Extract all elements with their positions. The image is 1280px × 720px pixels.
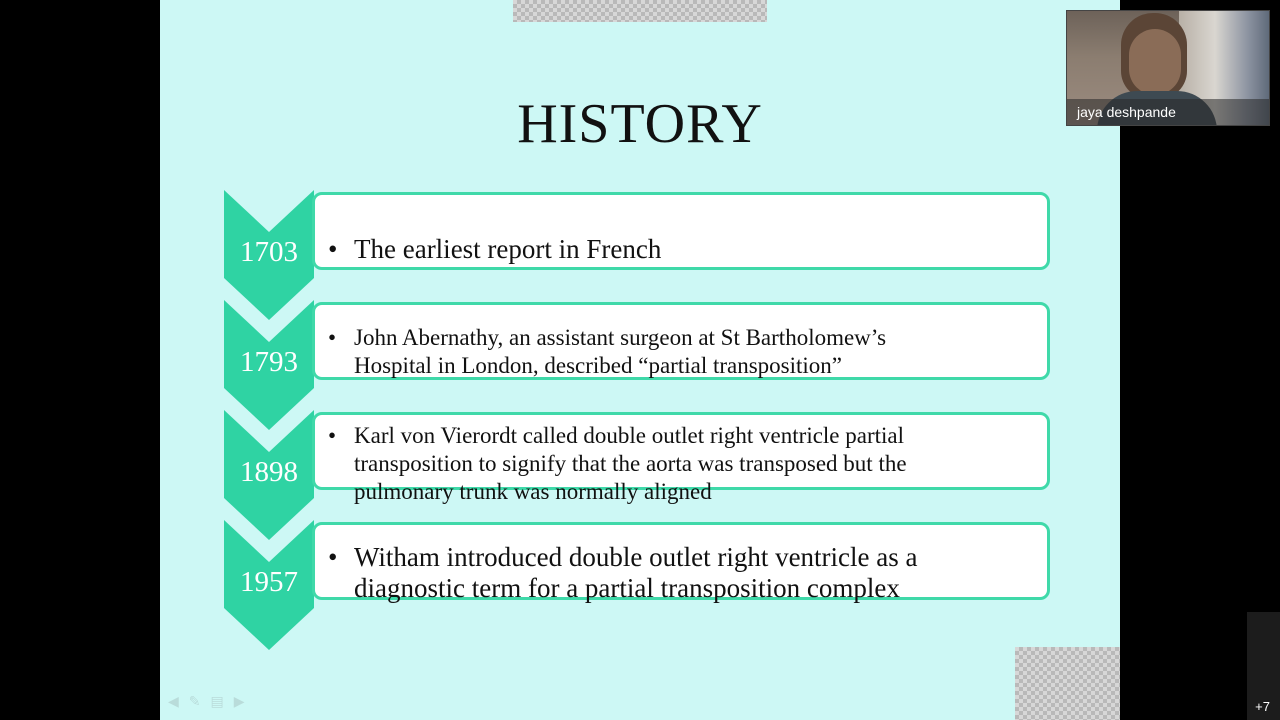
arrow-left-icon[interactable]: ◀ <box>168 694 179 710</box>
year-label: 1793 <box>240 346 298 378</box>
participant-name: jaya deshpande <box>1067 99 1269 125</box>
entry-text: • The earliest report in French <box>328 234 662 264</box>
year-label: 1703 <box>240 236 298 268</box>
menu-icon[interactable]: ▤ <box>210 694 224 710</box>
more-participants-count: +7 <box>1255 699 1270 714</box>
entry-text: • Karl von Vierordt called double outlet right ventricle partial transposition to signify that the aorta was transposed but the pulmonary trunk was normally aligned <box>328 423 907 504</box>
entry-text: • John Abernathy, an assistant surgeon at St Bartholomew’s Hospital in London, described “partial transposition” <box>328 325 887 378</box>
timeline-entry-1793 <box>224 300 1056 410</box>
presentation-slide <box>160 0 1120 720</box>
timeline-entry-1957 <box>224 520 1056 630</box>
more-participants-tab[interactable] <box>1247 612 1280 720</box>
entry-text: • Witham introduced double outlet right ventricle as a diagnostic term for a partial transposition complex <box>328 542 918 603</box>
pen-icon[interactable]: ✎ <box>188 694 201 710</box>
decorative-pattern-bottom-right <box>1015 647 1120 720</box>
timeline-entry-1703 <box>224 190 1056 300</box>
year-label: 1898 <box>240 456 298 488</box>
year-label: 1957 <box>240 566 298 598</box>
participant-video-tile[interactable] <box>1066 10 1270 126</box>
slide-title: HISTORY <box>517 93 763 155</box>
slideshow-toolbar <box>168 694 245 710</box>
arrow-right-icon[interactable]: ▶ <box>233 694 245 710</box>
participant-face <box>1129 29 1181 95</box>
timeline-entry-1898 <box>224 410 1056 520</box>
decorative-pattern-top <box>513 0 767 22</box>
